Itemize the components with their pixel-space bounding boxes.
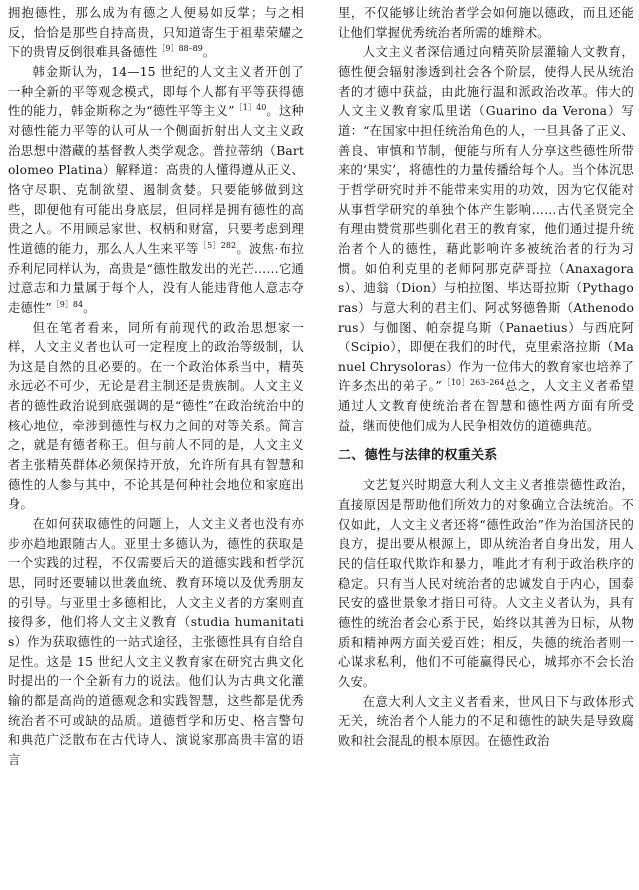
citation: ［9］84 (51, 299, 84, 309)
paragraph-text: 。这种对德性能力平等的认可从一个侧面折射出人文主义政治思想中潜藏的基督教人类学观念。普拉蒂纳（Bartolomeo Platina）解释道：高贵的人懂得遵从正义、恪守尽职、克制欲望、遏制贪婪。只要能够做到这些，即便他有可能出身底层，但同样是拥有德性的高贵之人。不用顾忌家世、权柄和财富，只要考虑到理性道德的能力，那么人人生来平等 (8, 104, 304, 256)
citation: ［1］40 (234, 103, 267, 113)
paragraph-text: 拥抱德性，那么成为有德之人便易如反掌；与之相反，恰恰是那些自持高贵，只知道寄生于祖辈荣耀之下的贵胄反倒很难具备德性 (8, 6, 304, 60)
section-heading: 二、德性与法律的权重关系 (338, 448, 498, 464)
paragraph: 在意大利人文主义者看来，世风日下与政体形式无关，统治者个人能力的不足和德性的缺失是导致腐败和社会混乱的根本原因。在德性政治 (338, 694, 634, 748)
paragraph-text: 。 (83, 300, 96, 315)
paragraph: 里，不仅能够让统治者学会如何施以德政，而且还能让他们掌握优秀统治者所需的雄辩术。 (338, 6, 634, 40)
paragraph-text: 。 (202, 45, 216, 60)
paragraph: 文艺复兴时期意大利人文主义者推崇德性政治，直接原因是帮助他们所效力的对象确立合法统治。不仅如此，人文主义者还将“德性政治”作为治国济民的良方，提出要从根源上，即从统治者自身出发，用人民的信任取代欺诈和暴力，唯此才有利于政治秩序的稳定。只有当人民对统治者的忠诚发自于内心，国泰民安的盛世景象才指日可待。人文主义者认为，具有德性的统治者会心系于民，始终以其善为日标，从物质和精神两方面关爱百姓；相反，失德的统治者则一心谋求私利，他们不可能赢得民心，城邦亦不会长治久安。 (338, 478, 634, 689)
paragraph-text: 韩金斯认为，14—15 世纪的人文主义者开创了一种全新的平等观念模式，即每个人都有平等获得德性的能力，韩金斯称之为“德性平等主义” (8, 64, 304, 119)
paragraph-text: 总之，人文主义者希望通过人文教育使统治者在智慧和德性两方面有所受益，继而使他们成为人民争相效仿的道德典范。 (338, 379, 634, 433)
paragraph: 但在笔者看来，同所有前现代的政治思想家一样，人文主义者也认可一定程度上的政治等级制，认为这是自然的且必要的。在一个政治体系当中，精英永远必不可少，无论是君主制还是贵族制。人文主义者的德性政治说到底强调的是“德性”在政治统治中的核心地位，牵涉到德性与权力之间的对等关系。简言之，就是有德者称王。但与前人不同的是，人文主义者主张精英群体必须保持开放，允许所有具有智慧和德性的人参与其中，不论其是何种社会地位和家庭出身。 (8, 320, 304, 512)
citation: ［5］282 (198, 240, 237, 250)
paragraph (8, 63, 304, 319)
citation: ［9］88–89 (157, 44, 203, 54)
paragraph-text: 人文主义者深信通过向精英阶层灌输人文教育，德性便会辐射渗透到社会各个阶层，使得人民从统治者的才德中获益，由此施行温和派政治改革。伟大的人文主义教育家瓜里诺（Guarino da Verona）写道：“在国家中担任统治角色的人，一旦具备了正义、善良、审慎和节制，便能与所有人分享这些德性所带来的‘果实’，将德性的力量传播给每个人。当个体沉思于哲学研究时并不能带来实用的功效，因为它仅能对从事哲学研究的单独个体产生影响……古代圣贤完全有理由赞赏那些驯化君王的教育家，他们通过提升统治者个人的德性，藉此影响许多被统治者的行为习惯。如伯利克里的老师阿那克萨哥拉（Anaxagoras）、迪翁（Dion）与柏拉图、毕达哥拉斯（Pythagoras）与意大利的君主们、阿忒努德鲁斯（Athenodorus）与伽图、帕奈提乌斯（Panaetius）与西庇阿（Scipio），即便在我们的时代，克里索洛拉斯（Manuel Chrysoloras）作为一位伟大的教育家也培养了许多杰出的弟子。” (338, 45, 634, 394)
left-column (8, 4, 304, 771)
right-column (338, 4, 634, 752)
paragraph (338, 43, 634, 436)
paragraph (8, 4, 304, 63)
paragraph: 在如何获取德性的问题上，人文主义者也没有亦步亦趋地跟随古人。亚里士多德认为，德性的获取是一个实践的过程，不仅需要后天的道德实践和哲学沉思，同时还要辅以世袭血统、教育环境以及优秀朋友的引导。与亚里士多德相比，人文主义者的方案则直接得多，他们将人文主义教育（studia humanitatis）作为获取德性的一站式途径，主张德性具有自给自足性。这是 15 世纪人文主义教育家在研究古典文化时提出的一个全新有力的说法。他们认为古典文化灌输的都是高尚的道德观念和实践智慧，这些都是优秀统治者不可或缺的品质。道德哲学和历史、格言警句和典范广泛散布在古代诗人、演说家那高贵丰富的语言 (8, 517, 304, 767)
citation: ［10］263–264 (441, 378, 505, 388)
paragraph-text: 。波焦·布拉乔利尼同样认为，高贵是“德性散发出的光芒……它通过意志和力量属于每个人，没有人能违背他人意志夺走德性” (8, 241, 304, 315)
